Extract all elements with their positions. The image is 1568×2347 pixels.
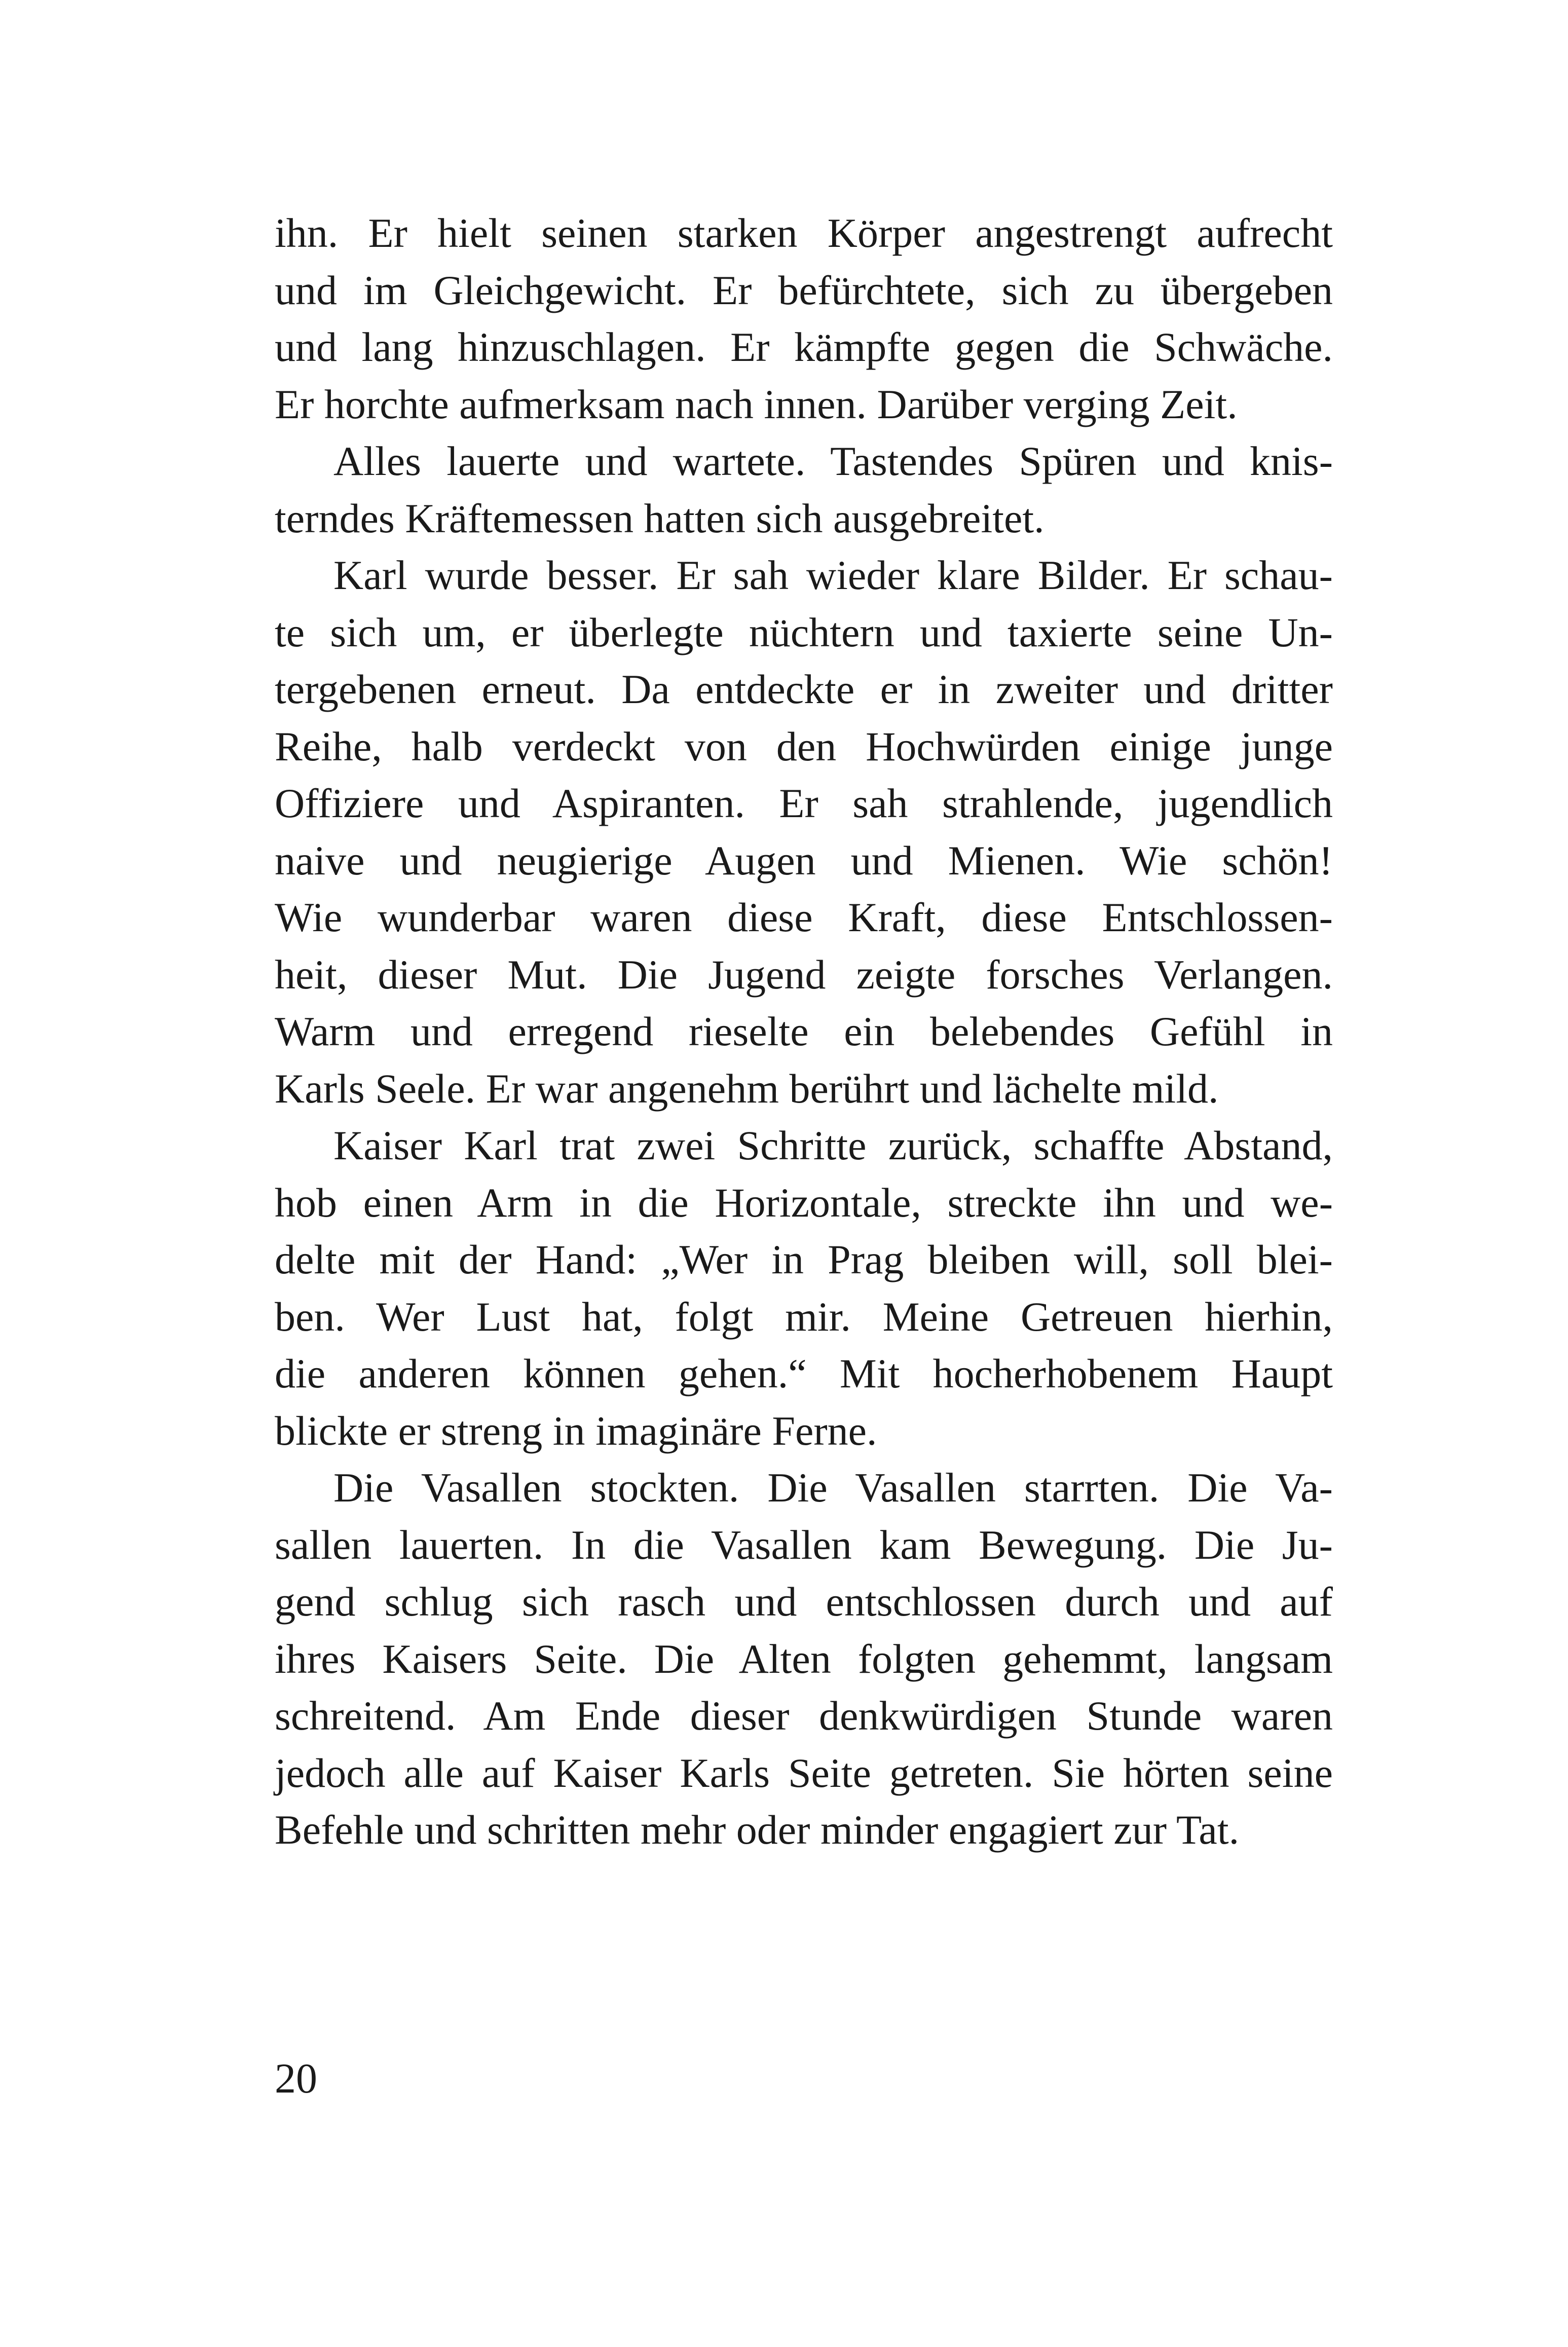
text-line: ihres Kaisers Seite. Die Alten folgten gehemmt, langsam [275,1635,1333,1682]
body-text [275,205,1333,1859]
text-line: delte mit der Hand: „Wer in Prag bleiben will, soll blei- [275,1236,1333,1282]
text-line: naive und neugierige Augen und Mienen. Wie schön! [275,837,1333,884]
text-line: ben. Wer Lust hat, folgt mir. Meine Getreuen hierhin, [275,1293,1333,1340]
text-line: Karl wurde besser. Er sah wieder klare Bilder. Er schau- [333,552,1333,598]
text-line: ihn. Er hielt seinen starken Körper angestrengt aufrecht [275,210,1333,256]
text-line: tergebenen erneut. Da entdeckte er in zweiter und dritter [275,666,1333,712]
text-line: Kaiser Karl trat zwei Schritte zurück, schaffte Abstand, [333,1122,1333,1168]
text-line: Befehle und schritten mehr oder minder engagiert zur Tat. [275,1807,1240,1853]
text-line: Karls Seele. Er war angenehm berührt und lächelte mild. [275,1065,1219,1112]
text-line: Reihe, halb verdeckt von den Hochwürden einige junge [275,723,1333,769]
page-number: 20 [275,2055,317,2102]
text-line: Alles lauerte und wartete. Tastendes Spüren und knis- [333,438,1333,484]
text-line: die anderen können gehen.“ Mit hocherhobenem Haupt [275,1350,1333,1397]
text-line: sallen lauerten. In die Vasallen kam Bewegung. Die Ju- [275,1521,1333,1568]
text-line: heit, dieser Mut. Die Jugend zeigte forsches Verlangen. [275,951,1333,998]
text-line: und lang hinzuschlagen. Er kämpfte gegen die Schwäche. [275,324,1333,370]
text-line: und im Gleichgewicht. Er befürchtete, sich zu übergeben [275,267,1333,313]
text-line: Wie wunderbar waren diese Kraft, diese Entschlossen- [275,894,1333,940]
text-line: terndes Kräftemessen hatten sich ausgebreitet. [275,495,1044,541]
text-line: gend schlug sich rasch und entschlossen durch und auf [275,1579,1333,1625]
text-line: Die Vasallen stockten. Die Vasallen starrten. Die Va- [333,1464,1333,1511]
text-line: hob einen Arm in die Horizontale, streckte ihn und we- [275,1179,1333,1226]
text-line: Offiziere und Aspiranten. Er sah strahlende, jugendlich [275,780,1333,826]
text-line: blickte er streng in imaginäre Ferne. [275,1407,877,1454]
text-line: jedoch alle auf Kaiser Karls Seite getreten. Sie hörten seine [275,1749,1333,1796]
text-line: Er horchte aufmerksam nach innen. Darüber verging Zeit. [275,381,1238,427]
text-line: Warm und erregend rieselte ein belebendes Gefühl in [275,1008,1333,1054]
text-line: schreitend. Am Ende dieser denkwürdigen Stunde waren [275,1693,1333,1739]
text-line: te sich um, er überlegte nüchtern und taxierte seine Un- [275,609,1333,655]
